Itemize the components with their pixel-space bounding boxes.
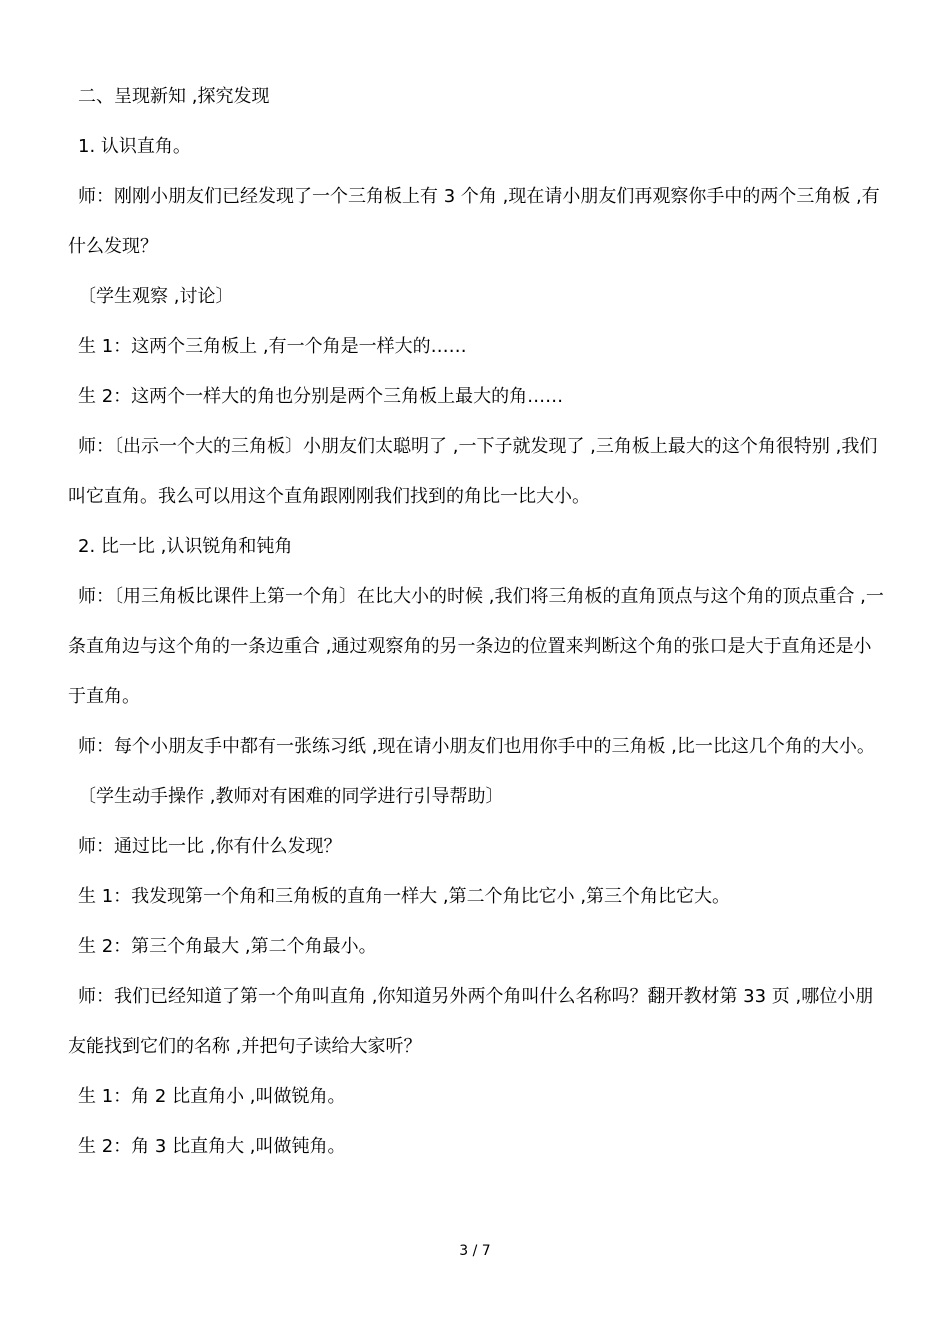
paragraph: 〔学生动手操作 ,教师对有困难的同学进行引导帮助〕 [78, 786, 504, 807]
paragraph: 师：刚刚小朋友们已经发现了一个三角板上有 3 个角 ,现在请小朋友们再观察你手中的两个三角板 ,有什么发现？ [68, 186, 880, 257]
subheading-right-angle: 1. 认识直角。 [78, 136, 191, 157]
paragraph: 生 1：我发现第一个角和三角板的直角一样大 ,第二个角比它小 ,第三个角比它大。 [78, 886, 731, 907]
document-page [68, 0, 886, 1172]
paragraph: 师：〔出示一个大的三角板〕小朋友们太聪明了 ,一下子就发现了 ,三角板上最大的这个角很特别 ,我们叫它直角。我么可以用这个直角跟刚刚我们找到的角比一比大小。 [68, 436, 878, 507]
paragraph: 师：通过比一比 ,你有什么发现？ [78, 836, 342, 857]
paragraph: 师：我们已经知道了第一个角叫直角 ,你知道另外两个角叫什么名称吗？翻开教材第 33 页 ,哪位小朋友能找到它们的名称 ,并把句子读给大家听？ [68, 986, 874, 1057]
paragraph: 生 1：这两个三角板上 ,有一个角是一样大的…… [78, 336, 467, 357]
section-heading: 二、呈现新知 ,探究发现 [78, 86, 270, 107]
paragraph: 师：每个小朋友手中都有一张练习纸 ,现在请小朋友们也用你手中的三角板 ,比一比这几个角的大小。 [78, 736, 875, 757]
paragraph: 生 2：角 3 比直角大 ,叫做钝角。 [78, 1136, 346, 1157]
paragraph: 〔学生观察 ,讨论〕 [78, 286, 234, 307]
paragraph: 师：〔用三角板比课件上第一个角〕在比大小的时候 ,我们将三角板的直角顶点与这个角的顶点重合 ,一条直角边与这个角的一条边重合 ,通过观察角的另一条边的位置来判断这个角的张口是大于直角还是小于直角。 [68, 586, 884, 707]
paragraph: 生 2：这两个一样大的角也分别是两个三角板上最大的角…… [78, 386, 564, 407]
paragraph: 生 1：角 2 比直角小 ,叫做锐角。 [78, 1086, 346, 1107]
subheading-compare: 2. 比一比 ,认识锐角和钝角 [78, 536, 293, 557]
page-number: 3 / 7 [459, 1243, 491, 1259]
paragraph: 生 2：第三个角最大 ,第二个角最小。 [78, 936, 377, 957]
